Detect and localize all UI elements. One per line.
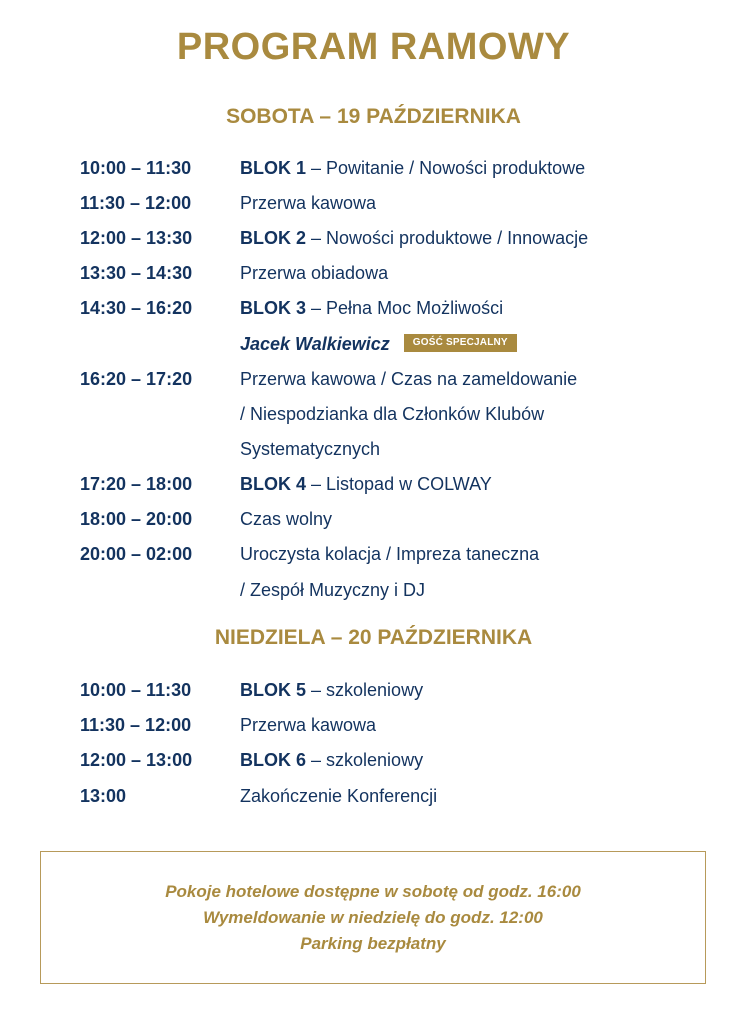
row-description [240,362,577,396]
schedule-row [0,256,747,290]
block-label: BLOK 6 [240,750,307,770]
block-label: BLOK 1 [240,158,307,178]
row-time: 10:00 – 11:30 [80,680,192,700]
row-description [240,743,423,777]
schedule-row [0,291,747,325]
row-description [240,291,503,325]
row-time: 18:00 – 20:00 [80,509,193,529]
row-text: / Zespół Muzyczny i DJ [240,580,426,600]
row-description [240,186,376,220]
info-line-parking: Parking bezpłatny [300,933,446,953]
row-text: – Listopad w COLWAY [306,474,492,494]
row-text: Przerwa kawowa [240,193,377,213]
row-time: 16:20 – 17:20 [80,369,193,389]
special-guest-row [0,327,747,361]
row-text: Przerwa kawowa [240,715,377,735]
row-time: 11:30 – 12:00 [80,193,192,213]
row-text: Zakończenie Konferencji [240,786,438,806]
row-text: Uroczysta kolacja / Impreza taneczna [240,544,540,564]
info-box [40,851,706,984]
schedule-row [0,673,747,707]
row-description [240,327,517,361]
row-text: / Niespodzianka dla Członków Klubów [240,404,545,424]
schedule-row [0,502,747,536]
schedule-row [0,151,747,185]
schedule-row [0,362,747,396]
schedule-row [0,186,747,220]
block-label: BLOK 2 [240,228,307,248]
row-description [240,221,588,255]
row-description [240,432,380,466]
row-time: 11:30 – 12:00 [80,715,192,735]
row-text: – Powitanie / Nowości produktowe [306,158,586,178]
row-text: Przerwa kawowa / Czas na zameldowanie [240,369,578,389]
special-guest-badge: GOŚĆ SPECJALNY [404,334,517,352]
row-description [240,673,423,707]
row-description [240,256,388,290]
row-description [240,708,376,742]
schedule-row-continuation [0,432,747,466]
day-title-saturday: SOBOTA – 19 PAŹDZIERNIKA [226,105,521,128]
row-text: – szkoleniowy [306,750,424,770]
row-text: Systematycznych [240,439,381,459]
schedule-row [0,221,747,255]
schedule-row [0,743,747,777]
row-text: – Pełna Moc Możliwości [306,298,504,318]
block-label: BLOK 3 [240,298,307,318]
row-description [240,151,585,185]
row-time: 13:30 – 14:30 [80,263,193,283]
row-text: – Nowości produktowe / Innowacje [306,228,589,248]
row-text: Czas wolny [240,509,333,529]
row-time: 10:00 – 11:30 [80,158,192,178]
schedule-row [0,467,747,501]
schedule-row [0,537,747,571]
block-label: BLOK 5 [240,680,307,700]
schedule-row-continuation [0,397,747,431]
info-line-checkout: Wymeldowanie w niedzielę do godz. 12:00 [203,907,543,927]
schedule-row-continuation [0,573,747,607]
row-description [240,467,492,501]
guest-name: Jacek Walkiewicz [240,334,390,354]
row-description [240,779,437,813]
row-description [240,537,539,571]
row-text: Przerwa obiadowa [240,263,389,283]
info-line-hotel-rooms: Pokoje hotelowe dostępne w sobotę od godz. 16:00 [165,881,581,901]
schedule-row [0,708,747,742]
row-time: 20:00 – 02:00 [80,544,193,564]
day-title-sunday: NIEDZIELA – 20 PAŹDZIERNIKA [214,626,533,649]
schedule-row [0,779,747,813]
row-time: 13:00 [80,786,127,806]
row-time: 14:30 – 16:20 [80,298,193,318]
page-title: PROGRAM RAMOWY [176,26,571,68]
row-text: – szkoleniowy [306,680,424,700]
row-time: 17:20 – 18:00 [80,474,193,494]
row-description [240,502,332,536]
block-label: BLOK 4 [240,474,307,494]
row-time: 12:00 – 13:00 [80,750,193,770]
row-description [240,573,425,607]
row-description [240,397,544,431]
row-time: 12:00 – 13:30 [80,228,193,248]
